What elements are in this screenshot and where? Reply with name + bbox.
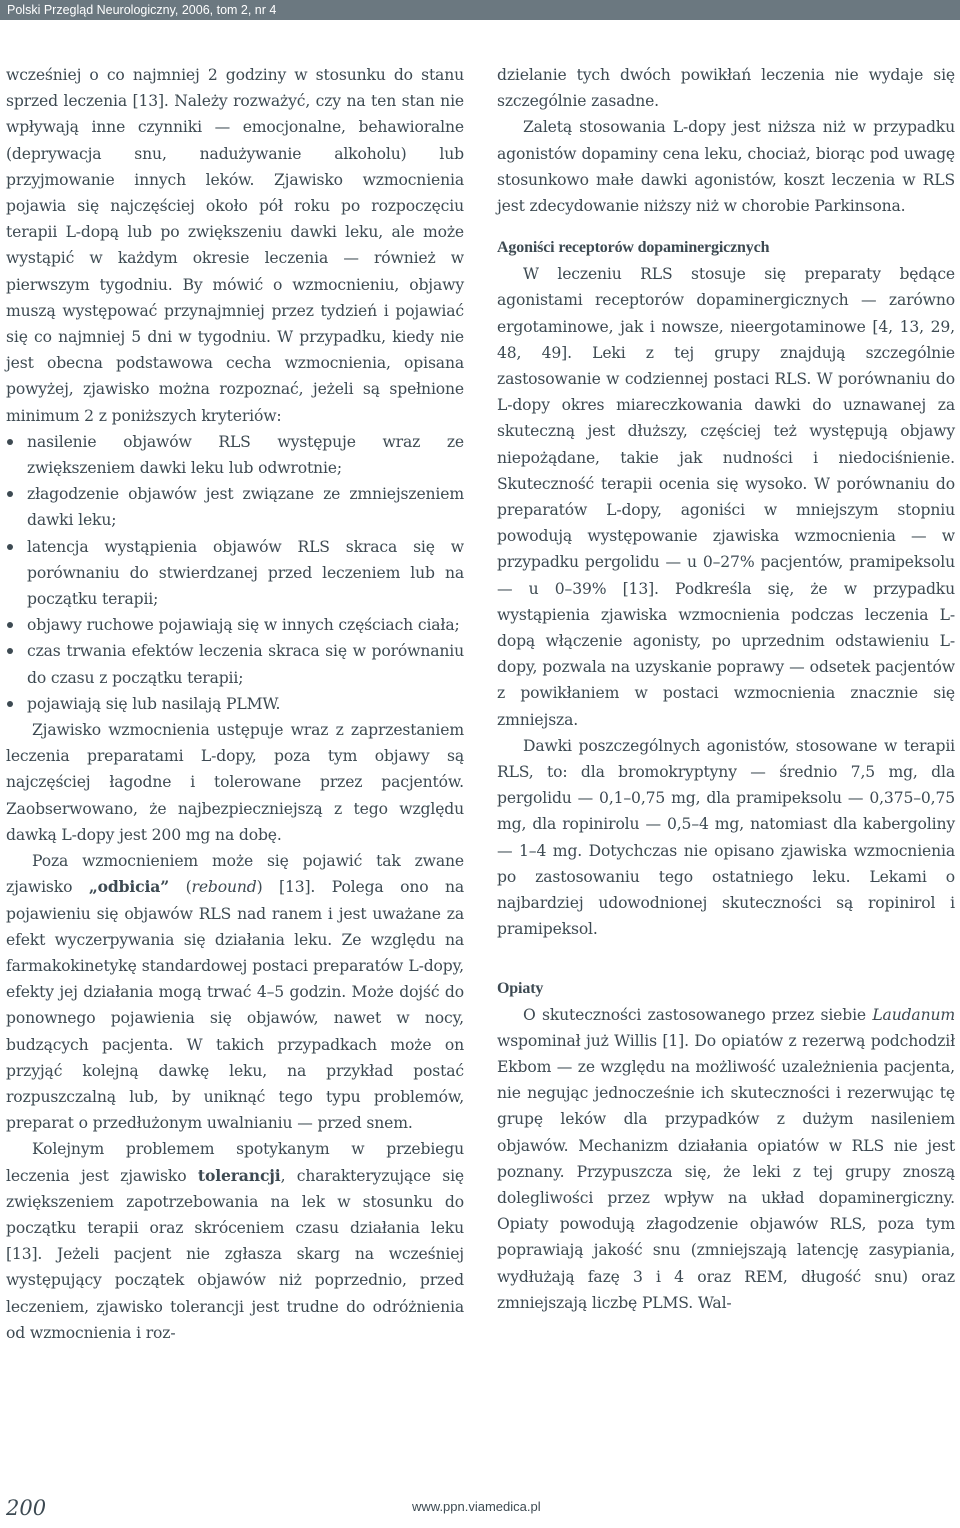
list-item: objawy ruchowe pojawiają się w innych częściach ciała; — [6, 612, 464, 638]
right-paragraph-1: dzielanie tych dwóch powikłań leczenia nie wydaje się szczególnie zasadne. — [497, 66, 955, 111]
right-column — [497, 62, 955, 1316]
term-rebound: rebound — [191, 878, 257, 897]
section-heading-agonists: Agoniści receptorów dopaminergicznych — [497, 239, 770, 257]
journal-title: Polski Przegląd Neurologiczny, 2006, tom 2, nr 4 — [7, 3, 277, 17]
left-paragraph-4: Kolejnym problemem spotykanym w przebiegu leczenia jest zjawisko tolerancji, charakteryzujące się zwiększeniem zapotrzebowania na lek w stosunku do początku terapii oraz skróceniem czasu działania leku [13]. Jeżeli pacjent nie zgłasza skarg na wcześniej występujący początek objawów niż poprzednio, przed leczeniem, zjawisko tolerancji jest trudne do odróżnienia od wzmocnienia i roz- — [6, 1140, 464, 1342]
list-item: nasilenie objawów RLS występuje wraz ze zwiększeniem dawki leku lub odwrotnie; — [6, 429, 464, 481]
term-odbicia: „odbicia” — [88, 877, 170, 897]
list-item: złagodzenie objawów jest związane ze zmniejszeniem dawki leku; — [6, 481, 464, 533]
term-tolerancji: tolerancji — [197, 1165, 281, 1185]
bullet-icon — [7, 439, 13, 445]
bullet-icon — [7, 491, 13, 497]
right-paragraph-5: O skuteczności zastosowanego przez siebie Laudanum wspominał już Willis [1]. Do opiatów z rezerwą podchodził Ekbom — ze względu na możliwość uzależnienia pacjenta, nie negując jednocześnie ich skuteczności i rezerwując tę grupę leków dla przypadków z dużym nasileniem objawów. Mechanizm działania opiatów w RLS nie jest poznany. Przypuszcza się, że leki z tej grupy znoszą dolegliwości przez wpływ na układ dopaminergiczny. Opiaty powodują złagodzenie objawów RLS, poza tym poprawiają jakość snu (zmniejszają latencję zasypiania, wydłużają fazę 3 i 4 oraz REM, długość snu) oraz zmniejszają liczbę PLMS. Wal- — [497, 1005, 955, 1312]
right-paragraph-3: W leczeniu RLS stosuje się preparaty będące agonistami receptorów dopaminergicznych — zarówno ergotaminowe, jak i nowsze, nieergotaminowe [4, 13, 29, 48, 49]. Leki z tej grupy znajdują szczególnie zastosowanie w codziennej postaci RLS. W porównaniu do L-dopy okres miareczkowania dawki do uznawanej za skuteczną jest dłuższy, częściej też występują objawy niepożądane, takie jak nudności i niedociśnienie. Skuteczność terapii ocenia się wysoko. W porównaniu do preparatów L-dopy, agoniści w mniejszym stopniu powodują występowanie zjawiska wzmocnienia — w przypadku pergolidu — u 0–27% pacjentów, pramipeksolu — u 0–39% [13]. Podkreśla się, że w przypadku wystąpienia zjawiska wzmocnienia podczas leczenia L-dopą włączenie agonisty, po uprzednim odstawieniu L-dopy, pozwala na uzyskanie poprawy — odsetek pacjentów z powikłaniem w postaci wzmocnienia znacznie się zmniejsza. — [497, 265, 955, 729]
bullet-icon — [7, 701, 13, 707]
right-paragraph-4: Dawki poszczególnych agonistów, stosowane w terapii RLS, to: dla bromokryptyny — średnio 7,5 mg, dla pergolidu — 0,1–0,75 mg, dla pramipeksolu — 0,375–0,75 mg, dla ropinirolu — 0,5–4 mg, natomiast dla kabergoliny — 1–4 mg. Dotychczas nie opisano zjawiska wzmocnienia po zastosowaniu tego ostatniego leku. Lekami o najbardziej udowodnionej skuteczności są ropinirol i pramipeksol. — [497, 736, 955, 939]
bullet-icon — [7, 544, 13, 550]
right-paragraph-2: Zaletą stosowania L-dopy jest niższa niż w przypadku agonistów dopaminy cena leku, chociaż, biorąc pod uwagę stosunkowo małe dawki agonistów, koszt leczenia w RLS jest zdecydowanie niższy niż w chorobie Parkinsona. — [497, 118, 955, 216]
bullet-icon — [7, 622, 13, 628]
criteria-list — [6, 429, 464, 717]
list-item: latencja wystąpienia objawów RLS skraca się w porównaniu do stwierdzanej przed leczeniem lub na początku terapii; — [6, 534, 464, 613]
left-paragraph-1: wcześniej o co najmniej 2 godziny w stosunku do stanu sprzed leczenia [13]. Należy rozważyć, czy na ten stan nie wpływają inne czynniki — emocjonalne, behawioralne (deprywacja snu, nadużywanie alkoholu) lub przyjmowanie innych leków. Zjawisko wzmocnienia pojawia się najczęściej około pół roku po rozpoczęciu terapii L-dopą lub po zwiększeniu dawki leku, ale może wystąpić w każdym okresie leczenia — również w pierwszym tygodniu. By mówić o wzmocnieniu, objawy muszą występować przynajmniej przez tydzień i pojawiać się co najmniej 5 dni w tygodniu. W przypadku, kiedy nie jest obecna podstawowa cecha wzmocnienia, opisana powyżej, zjawisko można rozpoznać, jeżeli są spełnione minimum 2 z poniższych kryteriów: — [6, 66, 464, 425]
left-paragraph-3: Poza wzmocnieniem może się pojawić tak zwane zjawisko „odbicia” (rebound) [13]. Polega ono na pojawieniu się objawów RLS nad ranem i jest uważane za efekt wyczerpywania się działania leku. Ze względu na farmakokinetykę standardowej postaci preparatów L-dopy, efekty jej działania mogą trwać 4–5 godzin. Może dojść do ponownego pojawienia się objawów, nawet w nocy, budzących pacjenta. W takich przypadkach może on przyjąć kolejną dawkę leku, na przykład postać rozpuszczalną lub, by uniknąć tego typu problemów, preparat o przedłużonym uwalnianiu — przed snem. — [6, 852, 464, 1133]
term-laudanum: Laudanum — [872, 1005, 955, 1024]
list-item: czas trwania efektów leczenia skraca się w porównaniu do czasu z początku terapii; — [6, 638, 464, 690]
section-heading-opiates: Opiaty — [497, 979, 544, 997]
left-paragraph-2: Zjawisko wzmocnienia ustępuje wraz z zaprzestaniem leczenia preparatami L-dopy, poza tym objawy są najczęściej łagodne i tolerowane przez pacjentów. Zaobserwowano, że najbezpieczniejszą z tego względu dawką L-dopy jest 200 mg na dobę. — [6, 721, 464, 844]
bullet-icon — [7, 648, 13, 654]
page-number: 200 — [6, 1496, 47, 1520]
left-column — [6, 62, 464, 1346]
footer-url[interactable]: www.ppn.viamedica.pl — [412, 1499, 541, 1514]
list-item: pojawiają się lub nasilają PLMW. — [6, 691, 464, 717]
journal-header-bar — [0, 0, 960, 20]
